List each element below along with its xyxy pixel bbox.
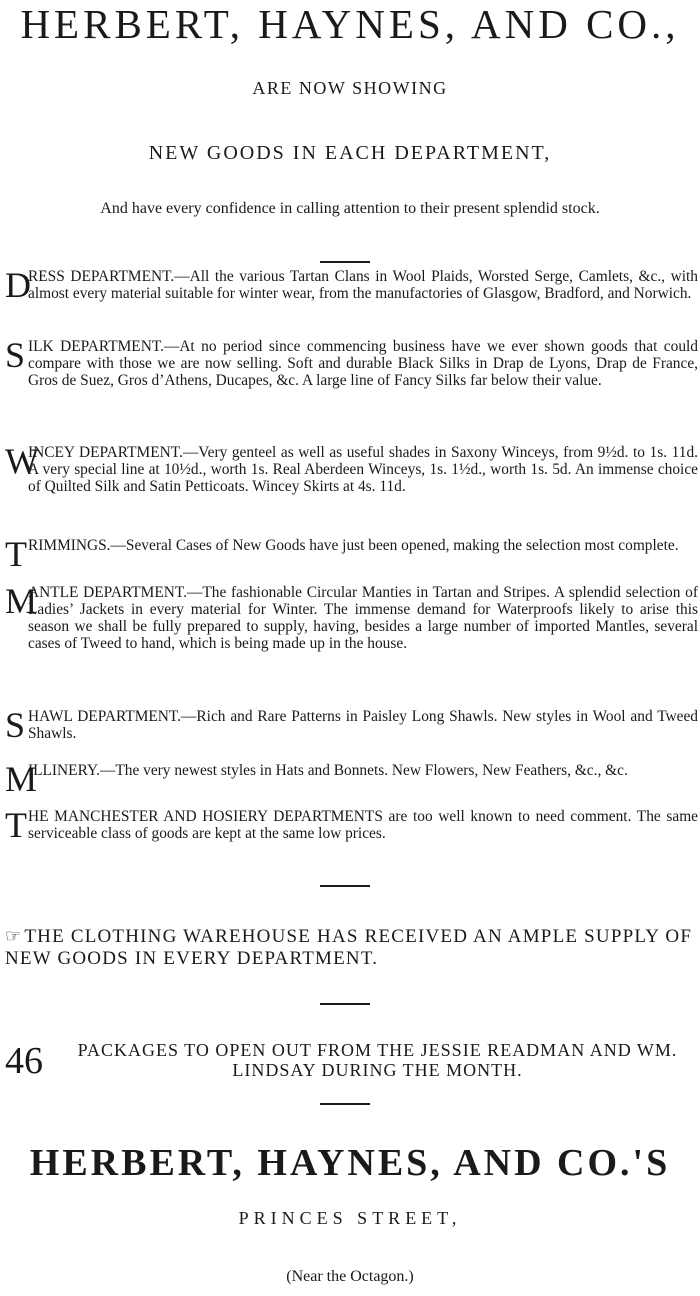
clothing-text: THE CLOTHING WAREHOUSE HAS RECEIVED AN AMPLE SUPPLY OF NEW GOODS IN EVERY DEPARTMENT.: [5, 926, 693, 969]
divider-rule: [320, 1003, 370, 1005]
divider-rule: [320, 885, 370, 887]
street-address: PRINCES STREET,: [238, 1208, 462, 1228]
drop-cap: S: [5, 335, 26, 375]
mantle-department: [5, 581, 698, 652]
department-text: RESS DEPARTMENT.—All the various Tartan Clans in Wool Plaids, Worsted Serge, Camlets, &c., with almost every material suitable for winter wear, from the manufactories of Glasgow, Bradford, and Norwich.: [28, 268, 698, 302]
packages-text: PACKAGES TO OPEN OUT FROM THE JESSIE READMAN AND WM. LINDSAY DURING THE MONTH.: [77, 1040, 678, 1080]
dress-department: [5, 265, 698, 305]
drop-cap: M: [5, 581, 38, 621]
company-title: HERBERT, HAYNES, AND CO.,: [20, 1, 680, 47]
drop-cap: W: [5, 441, 39, 481]
pointing-hand-icon: ☞: [5, 926, 23, 946]
new-goods-line: NEW GOODS IN EACH DEPARTMENT,: [148, 142, 552, 164]
department-text: HE MANCHESTER AND HOSIERY DEPARTMENTS are too well known to need comment. The same serviceable class of goods are kept at the same low prices.: [28, 808, 698, 842]
shawl-department: [5, 705, 698, 745]
millinery-department: [5, 759, 698, 799]
now-showing-line: ARE NOW SHOWING: [252, 78, 448, 98]
wincey-department: [5, 441, 698, 495]
divider-rule: [320, 261, 370, 263]
confidence-line: And have every confidence in calling attention to their present splendid stock.: [100, 200, 600, 217]
department-text: ILK DEPARTMENT.—At no period since commencing business have we ever shown goods that could compare with those we are now selling. Soft and durable Black Silks in Drap de Lyons, Drap de France, Gros de Suez, Gros d’Athens, Ducapes, &c. A large line of Fancy Silks far below their value.: [28, 338, 698, 389]
packages-notice: [5, 1040, 698, 1080]
trimmings-department: [5, 534, 698, 574]
packages-number: 46: [5, 1040, 43, 1082]
company-footer-title: HERBERT, HAYNES, AND CO.'S: [29, 1142, 671, 1184]
drop-cap: D: [5, 265, 31, 305]
drop-cap: T: [5, 534, 27, 574]
department-text: INCEY DEPARTMENT.—Very genteel as well as useful shades in Saxony Winceys, from 9½d. to 1s. 11d. A very special line at 10½d., worth 1s. Real Aberdeen Winceys, 1s. 1½d., worth 1s. 5d. An immense choice of Quilted Silk and Satin Petticoats. Wincey Skirts at 4s. 11d.: [28, 444, 698, 495]
silk-department: [5, 335, 698, 389]
location-note: (Near the Octagon.): [286, 1268, 414, 1285]
department-text: HAWL DEPARTMENT.—Rich and Rare Patterns in Paisley Long Shawls. New styles in Wool and Tweed Shawls.: [28, 708, 698, 742]
department-text: ILLINERY.—The very newest styles in Hats and Bonnets. New Flowers, New Feathers, &c., &c.: [28, 762, 628, 779]
divider-rule: [320, 1103, 370, 1105]
department-text: ANTLE DEPARTMENT.—The fashionable Circular Manties in Tartan and Stripes. A splendid selection of Ladies’ Jackets in every material for Winter. The immense demand for Waterproofs likely to arise this season we shall be fully prepared to supply, having, besides a large number of imported Mantles, several cases of Tweed to hand, which is being made up in the house.: [28, 584, 698, 652]
drop-cap: S: [5, 705, 26, 745]
drop-cap: M: [5, 759, 38, 799]
clothing-warehouse-notice: [5, 925, 698, 970]
manchester-department: [5, 805, 698, 845]
drop-cap: T: [5, 805, 27, 845]
department-text: RIMMINGS.—Several Cases of New Goods have just been opened, making the selection most complete.: [28, 537, 679, 554]
